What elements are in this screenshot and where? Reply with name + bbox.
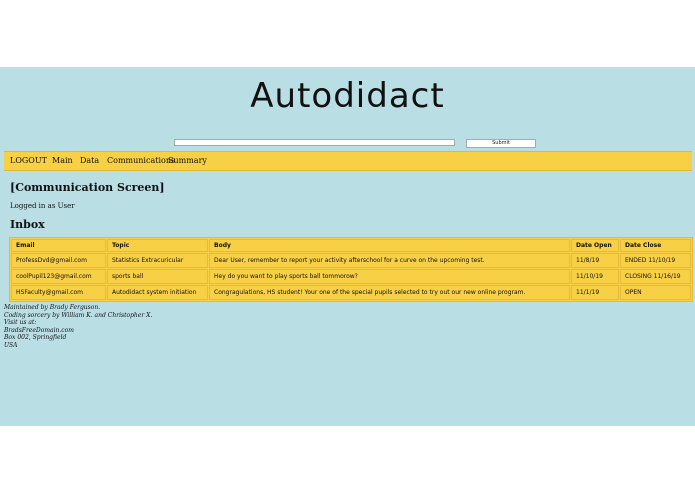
footer-address: Box 002, Springfield [4, 334, 67, 341]
column-header-date-close: Date Close [620, 239, 691, 252]
cell-date-close: CLOSING 11/16/19 [620, 269, 691, 284]
nav-data[interactable]: Data [80, 156, 100, 165]
cell-body: Congragulations, HS student! Your one of the special pupils selected to try out our new online program. [209, 285, 570, 300]
nav-summary[interactable]: Summary [168, 156, 207, 165]
column-header-date-open: Date Open [571, 239, 619, 252]
nav-main[interactable]: Main [52, 156, 73, 165]
inbox-table [9, 237, 693, 302]
cell-date-close: OPEN [620, 285, 691, 300]
app-title: Autodidact [250, 76, 445, 116]
table-header-row [11, 239, 691, 252]
cell-email: coolPupil123@gmail.com [11, 269, 106, 284]
cell-date-open: 11/10/19 [571, 269, 619, 284]
inbox-heading: Inbox [10, 218, 45, 231]
cell-email: ProfessDvd@gmail.com [11, 253, 106, 268]
cell-topic: sports ball [107, 269, 208, 284]
cell-topic: Autodidact system initiation [107, 285, 208, 300]
footer [4, 304, 152, 349]
cell-body: Dear User, remember to report your activity afterschool for a curve on the upcoming test. [209, 253, 570, 268]
navbar [4, 151, 692, 171]
search-input[interactable] [174, 139, 455, 146]
submit-button[interactable]: Submit [466, 139, 536, 148]
footer-country: USA [4, 341, 18, 349]
cell-email: HSFaculty@gmail.com [11, 285, 106, 300]
cell-date-close: ENDED 11/10/19 [620, 253, 691, 268]
cell-date-open: 11/1/19 [571, 285, 619, 300]
footer-domain: BradsFreeDomain.com [4, 326, 74, 334]
page-viewport [0, 67, 695, 426]
nav-communications[interactable]: Communications [107, 156, 176, 165]
table-row[interactable] [11, 253, 691, 268]
column-header-topic: Topic [107, 239, 208, 252]
nav-logout[interactable]: LOGOUT [10, 156, 47, 165]
table-row[interactable] [11, 269, 691, 284]
cell-topic: Statistics Extracuricular [107, 253, 208, 268]
column-header-body: Body [209, 239, 570, 252]
screen-heading: [Communication Screen] [10, 181, 165, 194]
footer-maintainer: Maintained by Brady Ferguson. [4, 304, 101, 311]
cell-body: Hey do you want to play sports ball tommorow? [209, 269, 570, 284]
cell-date-open: 11/8/19 [571, 253, 619, 268]
footer-visit-label: Visit us at: [4, 319, 37, 326]
footer-credits: Coding sorcery by William K. and Christopher X. [4, 311, 153, 319]
column-header-email: Email [11, 239, 106, 252]
table-row[interactable] [11, 285, 691, 300]
logged-in-text: Logged in as User [10, 202, 75, 210]
